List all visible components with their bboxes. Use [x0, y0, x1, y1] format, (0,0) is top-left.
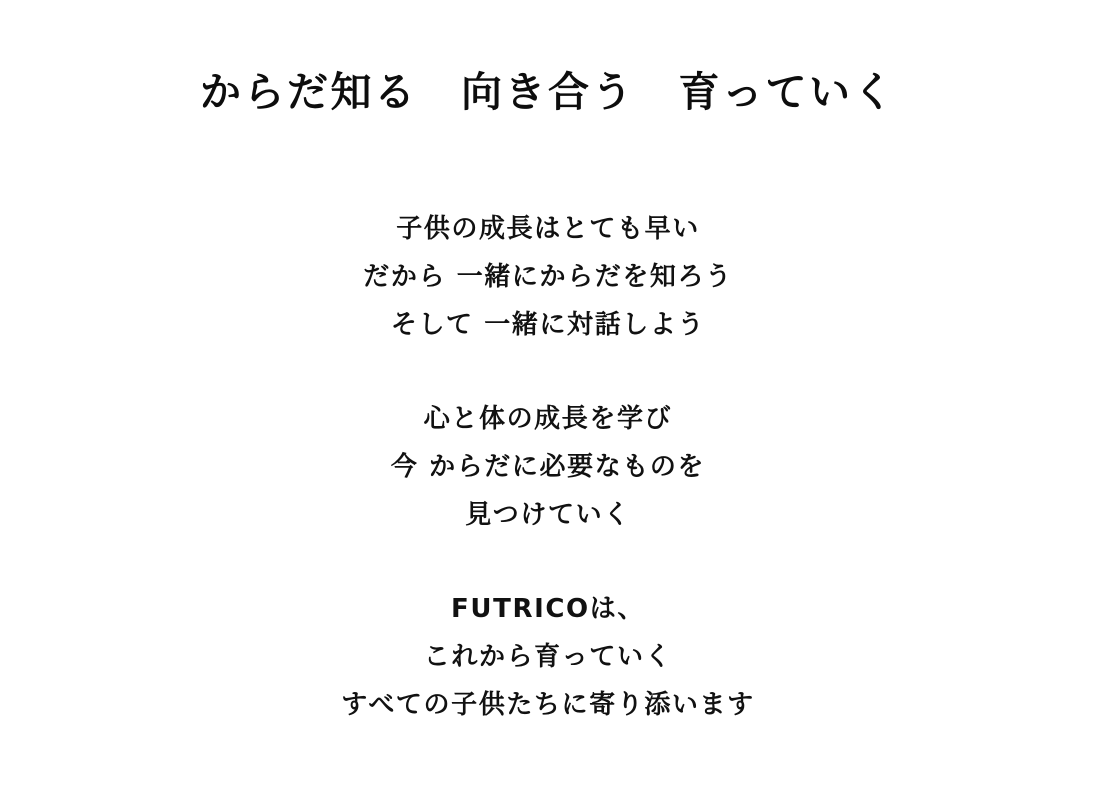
body-line: すべての子供たちに寄り添います	[341, 689, 755, 720]
body-copy	[0, 205, 1096, 729]
body-line: これから育っていく	[423, 641, 673, 672]
page-title: からだ知る 向き合う 育っていく	[200, 68, 896, 116]
body-line: 子供の成長はとても早い	[396, 213, 700, 244]
body-line: 見つけていく	[465, 499, 631, 530]
body-line: そして 一緒に対話しよう	[390, 309, 706, 340]
body-line: FUTRICOは、	[451, 593, 645, 624]
body-line: だから 一緒にからだを知ろう	[363, 261, 733, 292]
stanza	[391, 395, 705, 539]
body-line: 心と体の成長を学び	[423, 403, 673, 434]
stanza	[363, 205, 732, 349]
body-line: 今 からだに必要なものを	[390, 451, 706, 482]
stanza	[341, 585, 754, 729]
